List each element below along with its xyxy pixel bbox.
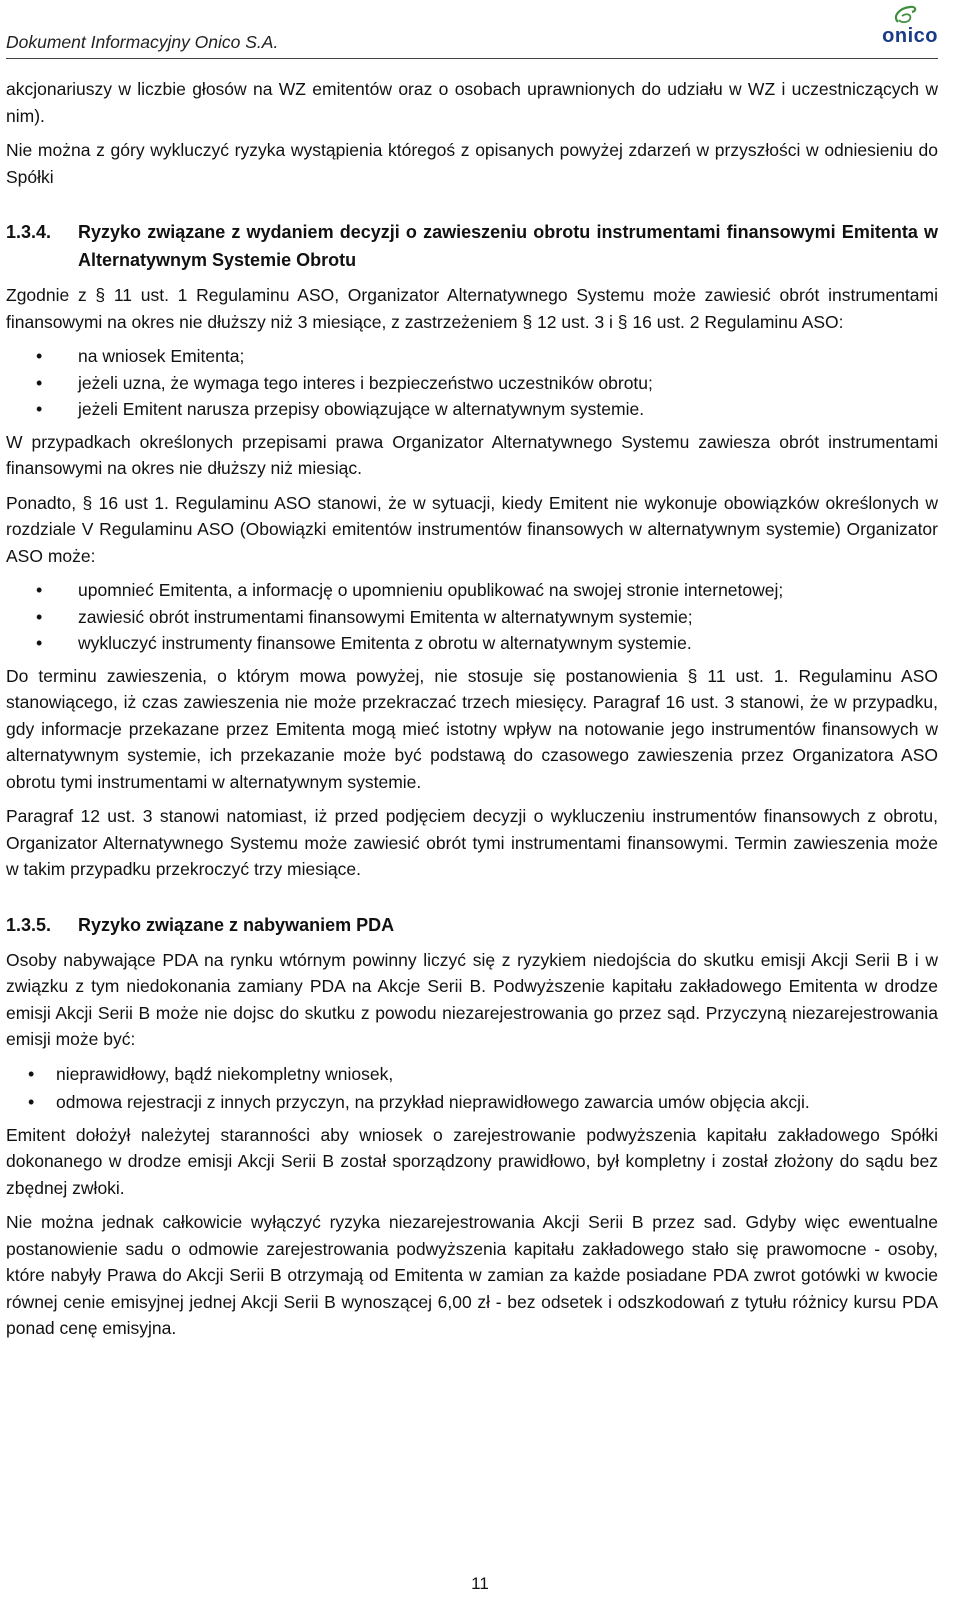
onico-logo — [872, 4, 938, 52]
list-item: • jeżeli uzna, że wymaga tego interes i bezpieczeństwo uczestników obrotu; — [6, 370, 938, 397]
paragraph: Paragraf 12 ust. 3 stanowi natomiast, iż przed podjęciem decyzji o wykluczeniu instrumentów finansowych z obrotu, Organizator Alternatywnego Systemu może zawiesić obrót tymi instrumentami finansowymi. Termin zawieszenia może w takim przypadku przekroczyć trzy miesiące. — [6, 806, 938, 879]
document-title: Dokument Informacyjny Onico S.A. — [6, 32, 279, 52]
paragraph: Emitent dołożył należytej staranności aby wniosek o zarejestrowanie podwyższenia kapitału zakładowego Spółki dokonanego w drodze emisji Akcji Serii B został sporządzony prawidłowo, był kompletny i został złożony do sądu bez zbędnej zwłoki. — [6, 1124, 938, 1198]
bullet-list — [6, 577, 938, 657]
paragraph: Nie można jednak całkowicie wyłączyć ryzyka niezarejestrowania Akcji Serii B przez sad. Gdyby więc ewentualne postanowienie sadu o odmowie zarejestrowania podwyższenia kapitału zakładowego stało się prawomocne - osoby, które nabyły Prawa do Akcji Serii B otrzymają od Emitenta w zamian za każde posiadane PDA zwrot gotówki w kwocie równej cenie emisyjnej jednej Akcji Serii B wynoszącej 6,00 zł - bez odsetek i odszkodowań z tytułu różnicy kursu PDA ponad cenę emisyjna. — [6, 1212, 938, 1338]
page-number: 11 — [471, 1574, 489, 1593]
bullet-list — [6, 343, 938, 423]
paragraph: Ponadto, § 16 ust 1. Regulaminu ASO stanowi, że w sytuacji, kiedy Emitent nie wykonuje obowiązków określonych w rozdziale V Regulaminu ASO (Obowiązki emitentów instrumentów finansowych w alternatywnym systemie) Organizator ASO może: — [6, 492, 938, 566]
section-title: Ryzyko związane z nabywaniem PDA — [78, 914, 395, 935]
paragraph: Zgodnie z § 11 ust. 1 Regulaminu ASO, Organizator Alternatywnego Systemu może zawiesić obrót instrumentami finansowymi na okres nie dłuższy niż 3 miesiące, z zastrzeżeniem § 12 ust. 3 i § 16 ust. 2 Regulaminu ASO: — [6, 285, 938, 332]
logo-text: onico — [882, 25, 938, 47]
paragraph: Nie można z góry wykluczyć ryzyka wystąpienia któregoś z opisanych powyżej zdarzeń w przyszłości w odniesieniu do Spółki — [6, 140, 938, 187]
list-item: • zawiesić obrót instrumentami finansowymi Emitenta w alternatywnym systemie; — [6, 604, 938, 631]
paragraph: W przypadkach określonych przepisami prawa Organizator Alternatywnego Systemu zawiesza obrót instrumentami finansowymi na okres nie dłuższy niż miesiąc. — [6, 431, 938, 478]
section-heading-1-3-4 — [6, 218, 938, 274]
paragraph: Osoby nabywające PDA na rynku wtórnym powinny liczyć się z ryzykiem niedojścia do skutku emisji Akcji Serii B i w związku z tym niedokonania zamiany PDA na Akcje Serii B. Podwyższenie kapitału zakładowego Emitenta w drodze emisji Akcji Serii B może nie dojsc do skutku z powodu niezarejestrowania go przez sąd. Przyczyną niezarejestrowania emisji może być: — [6, 949, 938, 1049]
page-header — [6, 0, 938, 59]
section-heading-1-3-5 — [6, 911, 938, 939]
section-number: 1.3.5. — [6, 914, 52, 935]
paragraph: akcjonariuszy w liczbie głosów na WZ emitentów oraz o osobach uprawnionych do udziału w WZ i uczestniczących w nim). — [6, 79, 938, 126]
list-item: • nieprawidłowy, bądź niekompletny wniosek, — [6, 1061, 938, 1088]
list-item: • jeżeli Emitent narusza przepisy obowiązujące w alternatywnym systemie. — [6, 396, 938, 423]
section-title: Ryzyko związane z wydaniem decyzji o zawieszeniu obrotu instrumentami finansowymi Emitenta w Alternatywnym Systemie Obrotu — [78, 222, 938, 270]
section-number: 1.3.4. — [6, 222, 52, 242]
bullet-list — [6, 1061, 938, 1116]
logo-swirl-icon — [890, 4, 920, 26]
list-item: • wykluczyć instrumenty finansowe Emitenta z obrotu w alternatywnym systemie. — [6, 630, 938, 657]
list-item: • na wniosek Emitenta; — [6, 343, 938, 370]
list-item: • odmowa rejestracji z innych przyczyn, na przykład nieprawidłowego zawarcia umów objęcia akcji. — [6, 1089, 938, 1116]
list-item: • upomnieć Emitenta, a informację o upomnieniu opublikować na swojej stronie internetowej; — [6, 577, 938, 604]
document-body — [6, 76, 938, 1350]
paragraph: Do terminu zawieszenia, o którym mowa powyżej, nie stosuje się postanowienia § 11 ust. 1. Regulaminu ASO stanowiącego, iż czas zawieszenia nie może przekraczać trzech miesięcy. Paragraf 16 ust. 3 stanowi, że w przypadku, gdy informacje przekazane przez Emitenta mogą mieć istotny wpływ na notowanie jego instrumentów finansowych w alternatywnym systemie, ich przekazanie może być podstawą do czasowego zawieszenia przez Organizatora ASO obrotu tymi instrumentami w alternatywnym systemie. — [6, 665, 938, 792]
